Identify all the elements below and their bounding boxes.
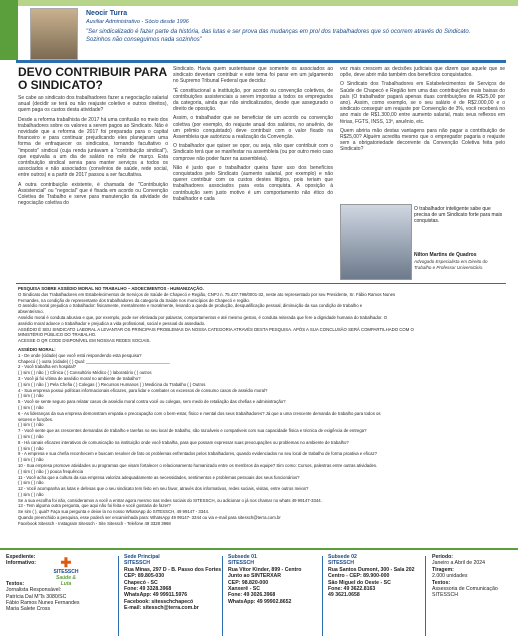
sede-line: CEP: 89.805-030	[124, 573, 165, 580]
footer-divider	[322, 556, 323, 636]
survey-line: ( ) sim ( ) não	[18, 433, 44, 439]
survey-line: ASSÉDIO É SEU SINDICATO LABORAL A LEVANTAR OS PRINCIPAIS PROBLEMAS DA NOSSA CATEGORIA ATRAVÉS DESTA PESQUISA. APÓS A SUA CONCLUSÃO SERÁ COMPARTILHADO COM O	[18, 326, 414, 332]
footer	[0, 548, 518, 642]
survey-line: 1 - De onde (cidade) que você está respondendo esta pesquisa?	[18, 352, 142, 358]
survey-line: 13 - Tem alguma outra pergunta, que aqui não foi feita e você gostaria de fazer?	[18, 503, 171, 509]
accent-strip	[18, 0, 518, 6]
paragraph: Sindicato. Havia quem sustentasse que somente os associados ao sindicato deveriam contribuir e este tema foi parar em um julgamento no Supremo Tribunal Federal que decidiu:	[173, 66, 333, 85]
survey-line: 4 - Sua empresa possui políticas informacionais eficazes, para lidar e combater os excessos de consumo casos de assédio moral?	[18, 387, 268, 393]
subsede1-line: Junto ao SINTERXAR	[228, 573, 282, 580]
survey-line: Se a sua escolha foi não, consideramos a você a entrar agora mesmo nas redes sociais do SITESSCH, ou adicionar o já nos chamar no whats 49 99147-3344.	[18, 497, 322, 503]
article-column-2	[173, 66, 333, 205]
textos-line: Fábio Ramos Nunes Fernandes	[6, 600, 80, 607]
article-column-3	[340, 66, 505, 156]
survey-line: Se sim ( ), qual? Faça sua pergunta e deixe la no nosso WhatsApp do SITESSCH, 49 99147 - 3344.	[18, 509, 210, 515]
survey-line: ( ) sim ( ) não	[18, 422, 44, 428]
paragraph: A outra contribuição existente, é chamada de "Contribuição Assistencial" ou "negocial" que é fixada em acordo ou Convenção Coletiva de Trabalho e serve para manutenção da atividade de negociação coletiva do	[18, 181, 168, 207]
subsede1-line: CEP: 98.820-000	[228, 579, 269, 586]
survey-line: Quando preenchido a pesquisa, esse poderá ser encaminhada para: WhatsApp 49 99147- 3344 ou via e-mail para sitessch@terra.com.br	[18, 515, 281, 521]
survey-line: 12 - Você acompanha as lutas e defesas que o seu sindicato tem feito em seu favor, através dos informativos, redes sociais, visitas, entre outros meios?	[18, 486, 309, 492]
survey-line: Assédio moral é conduta abusiva e que, por exemplo, pode ser efetivada por palavras, comportamentos e até mesmo gestos, é conduta reiterada que fere a dignidade humana do trabalhador. O	[18, 314, 388, 320]
subsede2-title: Subsede 02	[328, 554, 357, 560]
author-photo	[30, 8, 78, 60]
logo-symbol-icon: ✚	[60, 555, 72, 570]
survey-line: assédio moral adoece o trabalhador e prejudica a vida profissional, social e pessoal do assediado.	[18, 320, 206, 326]
survey-line: absenteísmo.	[18, 309, 44, 315]
subsede1-line: Xanxerê - SC	[228, 586, 261, 593]
textos2-label: Textos:	[432, 579, 451, 586]
survey-line: 7 - Você sente que as crescentes demandas de trabalho e tarefas no seu local de trabalho, são razoáveis e compatíveis com sua capacidade física e técnica de exigência de entrega?	[18, 428, 367, 434]
survey-line: 3 - Você já foi vítima de assédio moral no ambiente de trabalho?	[18, 375, 141, 381]
survey-line: ( ) sim ( ) não ( ) Pela Chefia ( ) Colegas ( ) Recursos Humanos ( ) Medicina do Trabalho ( ) Outros	[18, 381, 206, 387]
lawyer-photo	[340, 204, 412, 280]
survey-section	[18, 286, 506, 527]
survey-line: Facebook Sitessch - Instagram Sitessch - Site Sitessch - Telefone 49 3328 3968	[18, 520, 171, 526]
subsede2-line: Fone: 49 3622.8163	[328, 586, 376, 593]
subsede1-name: SITESSCH	[228, 560, 254, 567]
footer-divider	[222, 556, 223, 636]
survey-line: 9 - A empresa e sua chefia reconhecem e buscam resolver de fato os problemas enfrentados pelos trabalhadores, quando evidenciados no seu local de trabalho de forma proativa e eficaz?	[18, 451, 378, 457]
survey-line: Chapecó ( ) outra (cidade) ( ) Qual: ___________________________________	[18, 358, 170, 364]
footer-subsede-2	[328, 554, 415, 599]
survey-line: O Sindicato dos Trabalhadores em Estabelecimentos de Serviços de Saúde de Chapecó e Região, CNPJ n. 75.437.798/0001-32, neste ato representado por seu Presidente, Sr. Fábio Ramos Nunes	[18, 291, 396, 297]
sede-line: WhatsApp: 49 99911.5976	[124, 592, 188, 599]
subsede2-name: SITESSCH	[328, 560, 354, 567]
sede-line: Fone: 49 3328.3968	[124, 586, 172, 593]
sede-name: SITESSCH	[124, 560, 150, 567]
survey-line: ( ) sim ( ) não	[18, 445, 44, 451]
subsede1-title: Subsede 01	[228, 554, 257, 560]
footer-divider	[118, 556, 119, 636]
textos-line: Patrícia Dal M'Ts 3080/SC	[6, 593, 67, 600]
subsede1-line: Fone: 49 3026.3968	[228, 592, 276, 599]
tiragem-label: Tiragem:	[432, 566, 454, 573]
survey-line: O assédio moral prejudica o trabalhador: fisicamente, mentalmente e moralmente, levando a queda de produção, desqualificação pessoal, diminuição da sua condição de trabalho e	[18, 303, 363, 309]
paragraph: "É constitucional a instituição, por acordo ou convenção coletivos, de contribuições assistenciais a serem impostas a todos os empregados da categoria, ainda que não sindicalizados, desde que assegurado o direito de oposição.	[173, 87, 333, 113]
survey-line: PESQUISA SOBRE ASSÉDIO MORAL NO TRABALHO – ADOECIMENTOS - HUMANIZAÇÃO.	[18, 286, 204, 291]
sede-title: Sede Principal	[124, 554, 160, 560]
subsede2-line: Centro - CEP: 89.900-000	[328, 573, 390, 580]
survey-line: ACESSE O QR CODE DISPONÍVEL EM NOSSAS REDES SOCIAIS.	[18, 338, 151, 344]
sede-line: Chapecó - SC	[124, 579, 158, 586]
textos2-line: SITESSCH	[432, 592, 458, 599]
survey-line: ( ) sim ( ) não	[18, 457, 44, 463]
footer-sede	[124, 554, 221, 612]
paragraph: vez mais crescem as decisões judiciais que dizem que aquele que se opõe, deve abrir mão também dos benefícios conquistados.	[340, 66, 505, 79]
survey-line: setores e funções.	[18, 416, 54, 422]
survey-line: 8 - Há canais eficazes interativos de comunicação na instituição onde você trabalha, para que possam expressar suas preocupações ou problemas no ambiente de trabalho?	[18, 439, 349, 445]
closing-paragraph: O trabalhador inteligente sabe que precisa de um Sindicato forte para mais conquistas.	[414, 206, 503, 225]
paragraph: Se cabe ao sindicato dos trabalhadores fazer a negociação salarial anual (decidir se terá ou não reajuste coletivo e outros direitos), quem paga os custos desta atividade?	[18, 95, 168, 114]
paragraph: Assim, o trabalhador que se beneficiar de um acordo ou convenção coletiva (por exemplo, do reajuste anual dos salários, no anuênio, de um prêmio conquistado) deve contribuir com o valor fixado na Assembleia que autorizou a realização da Convenção.	[173, 115, 333, 141]
survey-line: ( ) sim ( ) não	[18, 480, 44, 486]
sede-line: E-mail: sitessch@terra.com.br	[124, 605, 199, 612]
paragraph: O trabalhador que quiser se opor, ou seja, não quer contribuir com o Sindicato terá que se manifestar na assembleia (ou por outro meio caso comprove não poder fazer na assembleia).	[173, 143, 333, 162]
subsede2-line: São Miguel do Oeste - SC	[328, 579, 391, 586]
article-headline: DEVO CONTRIBUIR PARA O SINDICATO?	[18, 65, 167, 92]
paragraph: O Sindicato dos Trabalhadores em Estabelecimentos de Serviços de Saúde de Chapecó e Região tem uma das contribuições mais baixas do país (O trabalhador pagará apenas duas contribuições de R$25,00 por ano). Assim, como exemplo, se o seu salário é de R$2.000,00 e o sindicato conseguir um reajuste por Convenção de 3%, você receberá no ano mais de R$1.300,00 entre aumento salarial, mais seus reflexos em férias, FGTS, INSS, 13º, anuênio, etc.	[340, 81, 505, 125]
survey-line: ( ) sim ( ) não	[18, 491, 44, 497]
accent-bar	[0, 0, 18, 60]
article-column-1	[18, 66, 168, 209]
survey-line: ASSÉDIO MORAL:	[18, 346, 56, 352]
sitessch-logo	[52, 555, 80, 587]
textos-line: Jornalista Responsável:	[6, 587, 62, 594]
paragraph: Desde a reforma trabalhista de 2017 há uma confusão no meio dos trabalhadores sobre os valores a serem pagos ao Sindicato. Não é novidade que a reforma de 2017 foi preparada para o capital financeiro e para continuar prejudicando eles planejaram uma forma de enfraquecer os sindicatos, tornando facultativo o "imposto" sindical (cuja renda juntavam a "contribuição sindical"), que equivalia a um dia de salário no mês de março. Esta contribuição sindical servia para manter serviços a todos os associados e não associados (convênios de saúde, rede social, entre outros) e a partir de 2017 passou a ser facultativa.	[18, 116, 168, 179]
survey-line: ( ) sim ( ) não ( ) pouca frequência	[18, 468, 83, 474]
paragraph: Não é justo que o trabalhador queira fazer uso dos benefícios conquistados pelo Sindicato (aumento salarial, por exemplo) e não querer contribuir com os custos destes litígios, pois teriam que trabalhadores associados para esta conquista. A oposição à contribuição sem justo motivo é um comportamento não ético do trabalhador e cada	[173, 164, 333, 202]
header-divider	[16, 60, 506, 63]
periodo-value: Janeiro a Abril de 2024	[432, 560, 486, 567]
survey-line: 10 - Sua empresa promove atividades ou programas que visam fortalecer o relacionamento humanizado entre os membros da equipe? Sim como: Cursos, palestras entre outras atividades.	[18, 462, 378, 468]
survey-line: 6 - As lideranças da sua empresa demonstram empatia e preocupação com o bem-estar, físico e mental dos seus trabalhadores? Já que a uma crescente demanda de trabalho para todos os	[18, 410, 381, 416]
footer-subsede-1	[228, 554, 301, 605]
paragraph: Quem abriria mão destas vantagens para não pagar a contribuição de R$25,00? Alguém acredita mesmo que o empregador pagaria o reajuste sem a obrigatoriedade decorrente da Convenção Coletiva feita pelo Sindicato?	[340, 127, 505, 153]
author-quote: "Ser sindicalizado é fazer parte da história, das lutas e ser prova das mudanças em prol dos trabalhadores que só ocorrem através do Sindicato. Sozinhos não conseguimos nada sozinhos"	[86, 29, 471, 43]
survey-line: ( ) sim ( ) não	[18, 404, 44, 410]
survey-line: 5 - Você se sente seguro para relatar casos de assédio moral contra você ou colegas, sem medo de retaliação das chefias e administração?	[18, 399, 286, 405]
survey-line: ( ) sim ( ) não ( ) Clínica ( ) Consultório Médico ( ) laboratório ( ) outros	[18, 370, 152, 376]
footer-periodo	[432, 554, 498, 599]
survey-line: 2 - Você trabalha em hospital?	[18, 364, 77, 370]
sede-line: Rua Minas, 297 D - B. Passo dos Fortes	[124, 566, 222, 573]
author-name: Neocir Turra	[86, 10, 128, 17]
subsede1-line: WhatsApp: 49 99902.8652	[228, 598, 292, 605]
logo-name: SITESSCH	[53, 569, 79, 575]
signature-name: Nilton Martins de Quadros	[414, 252, 477, 258]
author-role: Auxiliar Administrativo - Sócio desde 1996	[86, 19, 189, 25]
expediente-label: Expediente:	[6, 554, 36, 560]
signature-role: Advogado Especialista em Direito do Trabalho e Professor Universitário.	[414, 259, 488, 270]
survey-line: Fernandes, na condição de representante dos trabalhadores da categoria da Saúde nos municípios de Chapecó e região.	[18, 297, 250, 303]
textos2-line: Assessoria de Comunicação	[432, 586, 498, 593]
periodo-label: Período:	[432, 554, 454, 560]
logo-tagline: Saúde & Luta	[55, 575, 76, 587]
textos-label: Textos:	[6, 580, 25, 587]
survey-line: MINISTÉRIO PÚBLICO DO TRABALHO.	[18, 332, 97, 338]
survey-line: 11 - Você acha que a cultura da sua empresa valoriza adequadamente as necessidades, sentimentos e problemas pessoais dos seus funcionários?	[18, 474, 300, 480]
footer-divider	[425, 556, 426, 636]
survey-line: ( ) sim ( ) não	[18, 393, 44, 399]
subsede2-line: 49 3621.0658	[328, 592, 360, 599]
textos-line: Maria Salete Cross	[6, 606, 51, 613]
sede-line: Facebook: sitesschchapecó	[124, 598, 194, 605]
section-divider	[16, 283, 506, 284]
informativo-label: Informativo:	[6, 560, 36, 567]
subsede2-line: Rua Santos Dumont, 300 - Sala 202	[328, 566, 415, 573]
tiragem-value: 2.000 unidades	[432, 573, 468, 580]
subsede1-line: Rua Vitor Kinder, 899 - Centro	[228, 566, 302, 573]
